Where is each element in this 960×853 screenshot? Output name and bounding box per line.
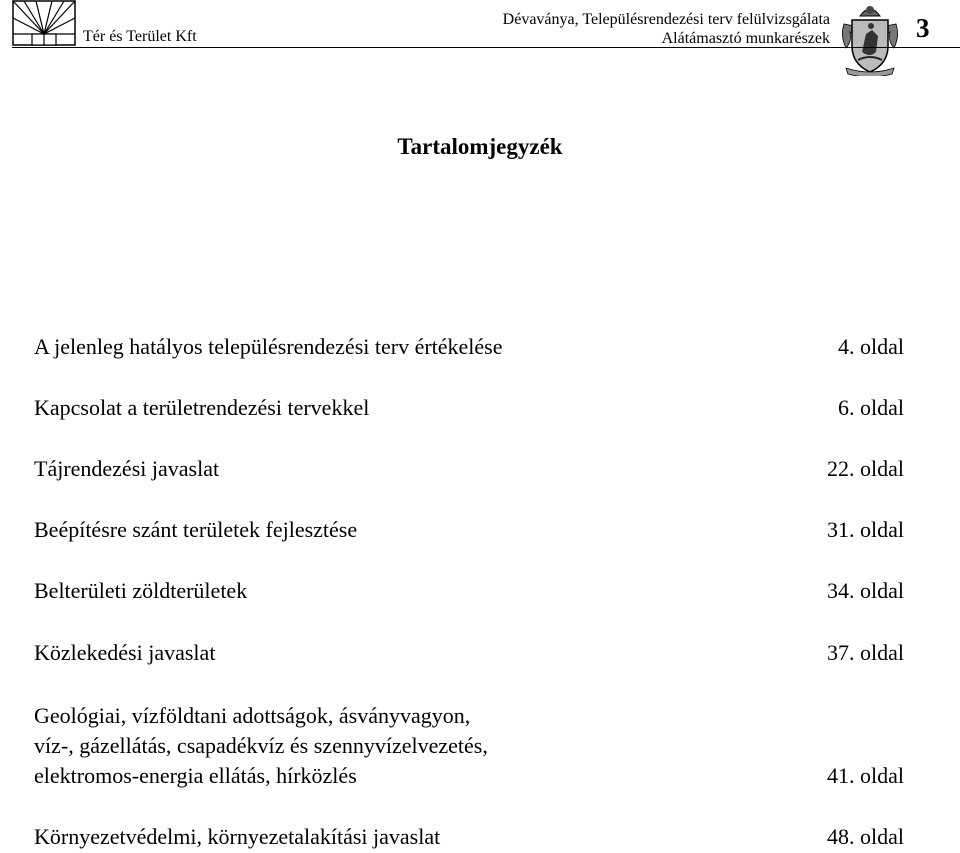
toc-entry-title: [34, 393, 369, 423]
header-divider: [12, 47, 960, 48]
toc-entry-title: [34, 638, 215, 668]
toc-entry[interactable]: [34, 792, 904, 852]
toc-entry[interactable]: [34, 363, 904, 423]
toc-entry-line: Kapcsolat a területrendezési tervekkel: [34, 395, 370, 420]
toc-entry-title: [34, 454, 219, 484]
toc-entry-page: 41. oldal: [827, 763, 904, 788]
toc-entry-page: 4. oldal: [838, 334, 904, 359]
toc-entry-page: 48. oldal: [827, 824, 904, 849]
toc-entry-line: Geológiai, vízföldtani adottságok, ásványvagyon,: [34, 703, 471, 728]
page-number: 3: [916, 13, 930, 43]
toc-entry-line: Beépítésre szánt területek fejlesztése: [34, 517, 358, 542]
toc-entry[interactable]: [34, 424, 904, 484]
coat-of-arms-icon: [838, 2, 902, 76]
toc-entry-line: Közlekedési javaslat: [34, 640, 216, 665]
toc-entry-title: [34, 576, 247, 606]
company-name: Tér és Terület Kft: [83, 28, 197, 45]
document-title-line: Dévaványa, Településrendezési terv felülvizsgálata: [502, 11, 830, 28]
toc-entry-line: Tájrendezési javaslat: [34, 456, 220, 481]
toc-entry-title: [34, 822, 440, 852]
toc-entry-page: 6. oldal: [838, 395, 904, 420]
toc-entry-line: elektromos-energia ellátás, hírközlés: [34, 763, 357, 788]
page-header: [0, 0, 960, 80]
document-subtitle-line: Alátámasztó munkarészek: [661, 30, 830, 47]
toc-entry-page: 31. oldal: [827, 517, 904, 542]
toc-entry-line: Környezetvédelmi, környezetalakítási javaslat: [34, 824, 441, 849]
toc-entry-line: Belterületi zöldterületek: [34, 578, 248, 603]
toc-entry-title: [34, 701, 488, 791]
toc-entry-page: 34. oldal: [827, 578, 904, 603]
toc-entry-title: [34, 332, 503, 362]
sunburst-logo-icon: [12, 0, 76, 46]
toc-entry[interactable]: [34, 608, 904, 668]
document-title: [503, 10, 830, 48]
toc-entry-page: 37. oldal: [827, 640, 904, 665]
toc-entry-page: 22. oldal: [827, 456, 904, 481]
toc-title: Tartalomjegyzék: [397, 134, 563, 159]
toc-entry[interactable]: [34, 699, 904, 791]
toc-entry-title: [34, 515, 357, 545]
toc-entry-line: víz-, gázellátás, csapadékvíz és szennyvízelvezetés,: [34, 733, 488, 758]
toc-entry[interactable]: [34, 302, 904, 362]
toc-entry-line: A jelenleg hatályos településrendezési terv értékelése: [34, 334, 503, 359]
toc-entry[interactable]: [34, 485, 904, 545]
toc-entry[interactable]: [34, 546, 904, 606]
